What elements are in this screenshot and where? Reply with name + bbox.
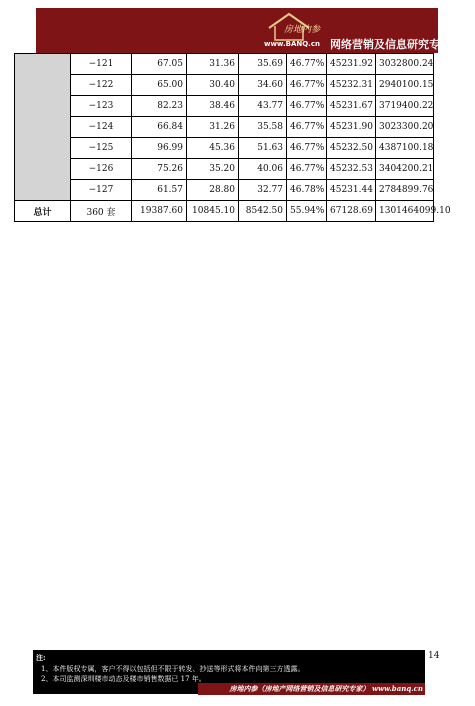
total-row	[15, 201, 434, 222]
ratio-cell: 46.77%	[287, 159, 327, 180]
total-price-cell: 2940100.15	[376, 75, 434, 96]
unit-number-cell: −124	[71, 117, 132, 138]
unit-price-cell: 45232.53	[327, 159, 376, 180]
unit-price-cell: 45231.44	[327, 180, 376, 201]
table-row	[15, 138, 434, 159]
footer-brand-bar: 房地内参（房地产网络营销及信息研究专家） www.banq.cn	[198, 683, 425, 695]
total-c2: 10845.10	[187, 201, 239, 222]
area-cell: 40.06	[239, 159, 287, 180]
total-price-cell: 4387100.18	[376, 138, 434, 159]
area-cell: 65.00	[132, 75, 187, 96]
unit-price-cell: 45231.92	[327, 54, 376, 75]
area-cell: 67.05	[132, 54, 187, 75]
total-price: 67128.69	[327, 201, 376, 222]
area-cell: 31.36	[187, 54, 239, 75]
page-number: 14	[428, 651, 440, 661]
page-header-banner	[36, 8, 451, 53]
unit-price-cell: 45232.31	[327, 75, 376, 96]
ratio-cell: 46.77%	[287, 96, 327, 117]
logo-text: 房地内参	[284, 25, 321, 35]
table-row	[15, 75, 434, 96]
area-cell: 96.99	[132, 138, 187, 159]
unit-price-cell: 45231.67	[327, 96, 376, 117]
area-cell: 82.23	[132, 96, 187, 117]
area-cell: 31.26	[187, 117, 239, 138]
area-cell: 30.40	[187, 75, 239, 96]
area-cell: 32.77	[239, 180, 287, 201]
area-cell: 35.20	[187, 159, 239, 180]
unit-number-cell: −125	[71, 138, 132, 159]
area-cell: 75.26	[132, 159, 187, 180]
area-cell: 34.60	[239, 75, 287, 96]
area-cell: 38.46	[187, 96, 239, 117]
total-pct: 55.94%	[287, 201, 327, 222]
footer-note-line: 2、本司监测深圳楼市动态及楼市销售数据已 17 年。	[41, 675, 206, 683]
total-price-cell: 3719400.22	[376, 96, 434, 117]
total-units: 360 套	[71, 201, 132, 222]
unit-number-cell: −121	[71, 54, 132, 75]
total-price-cell: 3023300.20	[376, 117, 434, 138]
logo-url: www.BANQ.cn	[264, 40, 320, 48]
area-cell: 61.57	[132, 180, 187, 201]
area-cell: 66.84	[132, 117, 187, 138]
footer-note-line: 1、本件版权专属，客户不得以包括但不限于转发、抄送等形式将本件向第三方透露。	[41, 665, 305, 673]
area-cell: 45.36	[187, 138, 239, 159]
table-row	[15, 117, 434, 138]
table-row	[15, 96, 434, 117]
total-c3: 8542.50	[239, 201, 287, 222]
area-cell: 35.58	[239, 117, 287, 138]
sales-data-table	[14, 53, 451, 222]
total-price-cell: 2784899.76	[376, 180, 434, 201]
total-label: 总计	[15, 201, 71, 222]
unit-number-cell: −126	[71, 159, 132, 180]
ratio-cell: 46.78%	[287, 180, 327, 201]
ratio-cell: 46.77%	[287, 138, 327, 159]
footer-note-title: 注:	[36, 653, 46, 662]
total-price-cell: 3032800.24	[376, 54, 434, 75]
unit-price-cell: 45232.50	[327, 138, 376, 159]
area-cell: 35.69	[239, 54, 287, 75]
header-title: 网络营销及信息研究专家	[330, 38, 451, 51]
table-row	[15, 54, 434, 75]
ratio-cell: 46.77%	[287, 75, 327, 96]
area-cell: 43.77	[239, 96, 287, 117]
unit-number-cell: −123	[71, 96, 132, 117]
unit-price-cell: 45231.90	[327, 117, 376, 138]
total-c1: 19387.60	[132, 201, 187, 222]
group-cell	[15, 54, 71, 201]
unit-number-cell: −127	[71, 180, 132, 201]
total-price-cell: 3404200.21	[376, 159, 434, 180]
total-amount: 1301464099.10	[376, 201, 434, 222]
unit-number-cell: −122	[71, 75, 132, 96]
area-cell: 51.63	[239, 138, 287, 159]
table-row	[15, 159, 434, 180]
ratio-cell: 46.77%	[287, 117, 327, 138]
area-cell: 28.80	[187, 180, 239, 201]
ratio-cell: 46.77%	[287, 54, 327, 75]
table-row	[15, 180, 434, 201]
